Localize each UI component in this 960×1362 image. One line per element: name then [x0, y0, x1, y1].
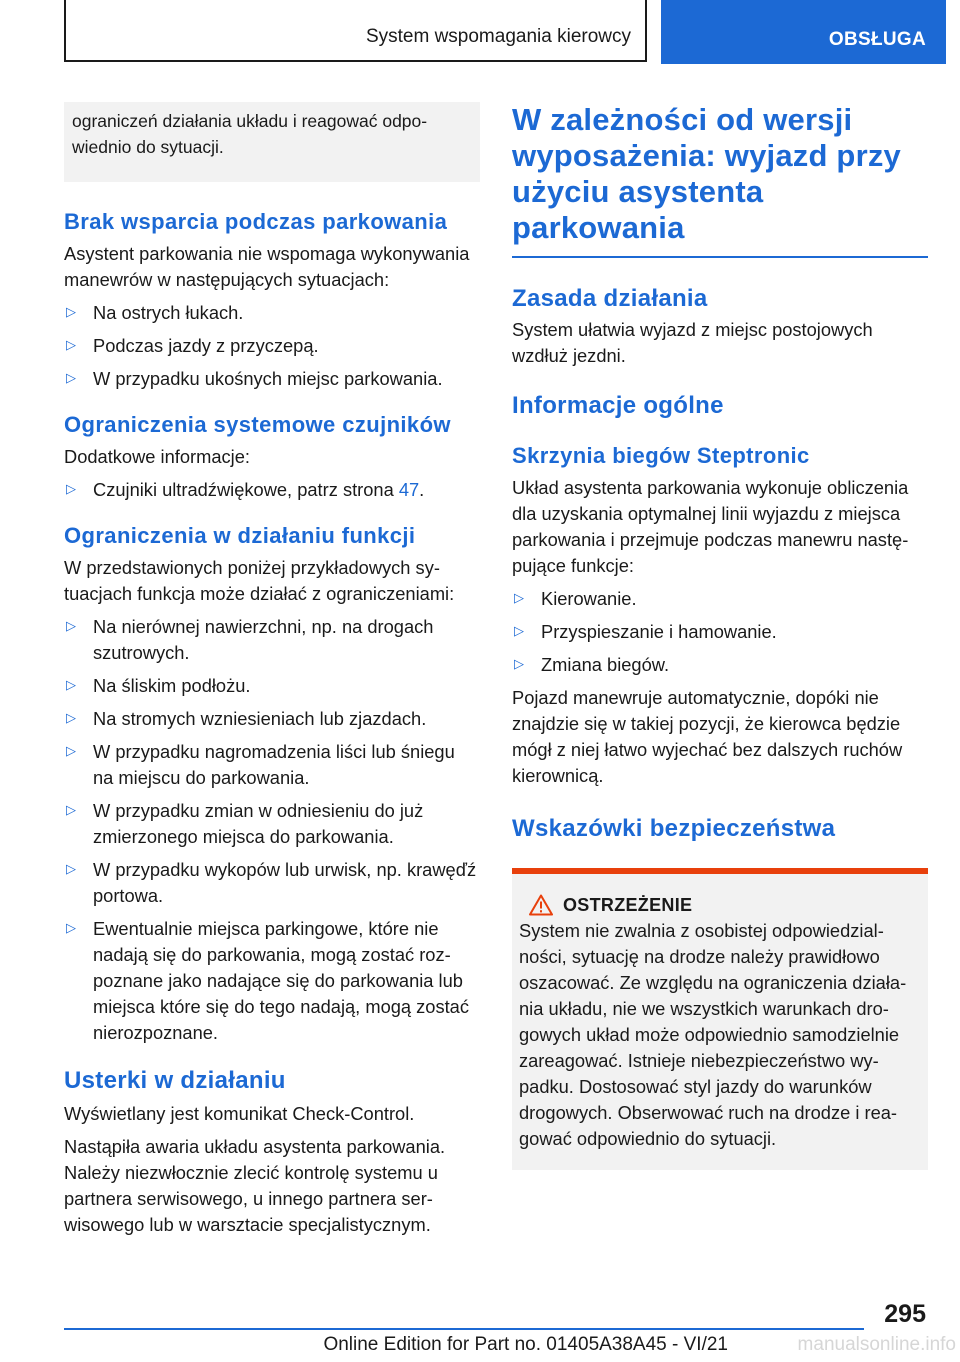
warning-title: OSTRZEŻENIE: [563, 894, 693, 915]
footer-rule: [64, 1328, 864, 1330]
warning-triangle-icon: [519, 894, 563, 916]
sensor-list: [64, 477, 480, 503]
continued-note-text: ograniczeń działania układu i reagować odpowiednio do sytuacji.: [72, 111, 428, 157]
principle-text: System ułatwia wyjazd z miejsc postojowych wzdłuż jezdni.: [512, 319, 873, 366]
footer-edition: Online Edition for Part no. 01405A38A45 - VI/21: [323, 1334, 728, 1355]
sensor-intro: Dodatkowe informacje:: [64, 446, 250, 467]
general-heading: Informacje ogólne: [512, 392, 724, 419]
steptronic-list: [512, 586, 928, 678]
parking-list: [64, 300, 480, 392]
principle-heading: Zasada działania: [512, 285, 708, 312]
header-section-box: [64, 0, 647, 62]
fault-paragraph-2: Nastąpiła awaria układu asystenta parkowania. Należy niezwłocznie zlecić kontrolę systemu u partnera serwisowego, u innego partnera serwisowego lub w warsztacie specjalistycznym.: [64, 1136, 446, 1235]
continued-note-box: [64, 102, 480, 182]
parking-heading: Brak wsparcia podczas parkowania: [64, 209, 448, 234]
list-item: ▷ Ewentualnie miejsca parkingowe, które nie nadają się do parkowania, mogą zostać rozpoznane jako nadające się do parkowania lub miejsca które się do tego nadają, mogą zostać nierozpoznane.: [64, 916, 480, 1046]
fault-heading: Usterki w działaniu: [64, 1067, 286, 1094]
list-item: ▷ Podczas jazdy z przyczepą.: [64, 333, 480, 359]
list-item: ▷ W przypadku ukośnych miejsc parkowania.: [64, 366, 480, 392]
steptronic-text: Układ asystenta parkowania wykonuje obliczenia dla uzyskania optymalnej linii wyjazdu z miejsca parkowania i przejmuje podczas manewru następujące funkcje:: [512, 477, 909, 576]
warning-text: System nie zwalnia z osobistej odpowiedzialności, sytuację na drodze należy prawidłowo oszacować. Ze względu na ograniczenia działania układu, nie we wszystkich warunkach drogowych układ może odpowiednio samodzielnie zareagować. Istnieje niebezpieczeństwo wypadku. Dostosować styl jazdy do warunków drogowych. Obserwować ruch na drodze i reagować odpowiednio do sytuacji.: [519, 920, 907, 1149]
list-item: ▷ Na ostrych łukach.: [64, 300, 480, 326]
header-tab-label: OBSŁUGA: [828, 29, 926, 50]
left-column: [64, 102, 480, 1238]
right-column: [512, 102, 928, 1170]
list-item: ▷ Na nierównej nawierzchni, np. na drogach szutrowych.: [64, 614, 480, 666]
page-number: 295: [884, 1300, 926, 1328]
page-link-47[interactable]: 47: [398, 479, 420, 500]
sensor-item-text: Czujniki ultradźwiękowe, patrz strona: [93, 479, 399, 500]
sensor-item-suffix: .: [419, 479, 425, 500]
list-item: ▷ Na śliskim podłożu.: [64, 673, 480, 699]
function-intro: W przedstawionych poniżej przykładowych sytuacjach funkcja może działać z ograniczeniami:: [64, 557, 455, 604]
list-item: ▷ W przypadku wykopów lub urwisk, np. krawęďź portowa.: [64, 857, 480, 909]
list-item: [64, 477, 480, 503]
steptronic-heading: Skrzynia biegów Steptronic: [512, 443, 810, 468]
function-list: [64, 614, 480, 1046]
heading-rule: [512, 256, 928, 258]
list-item: ▷ Kierowanie.: [512, 586, 928, 612]
safety-heading: Wskazówki bezpieczeństwa: [512, 815, 836, 842]
header-tab-obsluga: [661, 0, 946, 64]
warning-box: [512, 868, 928, 1170]
list-item: ▷ W przypadku zmian w odniesieniu do już zmierzonego miejsca do parkowania.: [64, 798, 480, 850]
main-heading: W zależności od wersji wyposażenia: wyjazd przy użyciu asystenta parkowania: [512, 102, 901, 245]
warning-header: [519, 894, 918, 916]
function-heading: Ograniczenia w działaniu funkcji: [64, 523, 416, 548]
list-item: ▷ Na stromych wzniesieniach lub zjazdach.: [64, 706, 480, 732]
sensor-heading: Ograniczenia systemowe czujników: [64, 412, 451, 437]
parking-intro: Asystent parkowania nie wspomaga wykonywania manewrów w następujących sytuacjach:: [64, 243, 470, 290]
list-item: ▷ W przypadku nagromadzenia liści lub śniegu na miejscu do parkowania.: [64, 739, 480, 791]
list-item: ▷ Przyspieszanie i hamowanie.: [512, 619, 928, 645]
fault-paragraph-1: Wyświetlany jest komunikat Check-Control.: [64, 1103, 415, 1124]
list-item: ▷ Zmiana biegów.: [512, 652, 928, 678]
footer-site-watermark: manualsonline.info: [797, 1334, 956, 1355]
header-section-title: System wspomagania kierowcy: [365, 26, 631, 47]
steptronic-after: Pojazd manewruje automatycznie, dopóki nie znajdzie się w takiej pozycji, że kierowca będzie mógł z niej łatwo wyjechać bez dalszych ruchów kierownicą.: [512, 687, 903, 786]
